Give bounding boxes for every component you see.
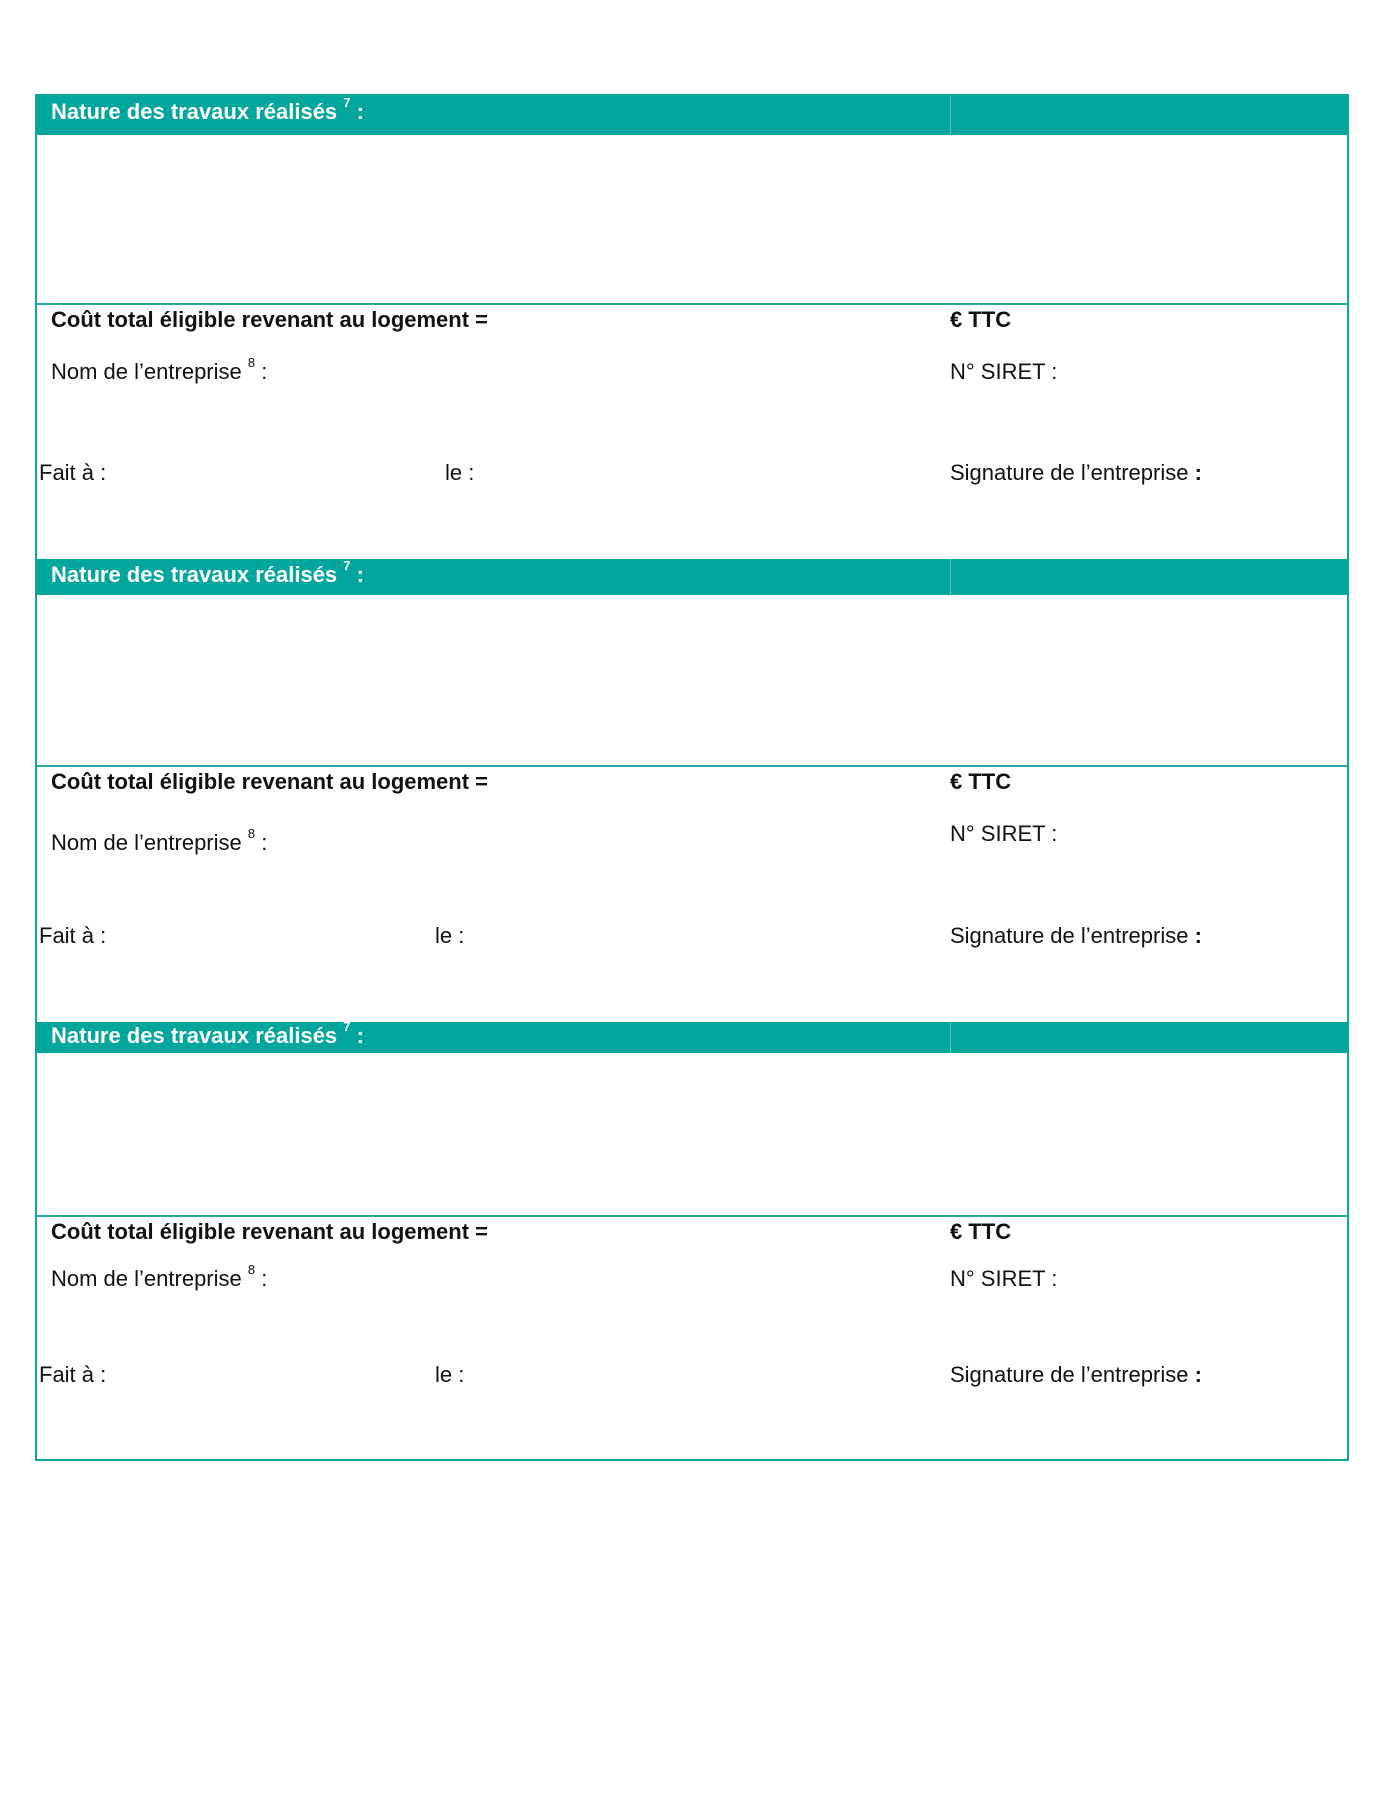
- eligible-cost-label: Coût total éligible revenant au logement =: [51, 769, 489, 794]
- works-block: [37, 559, 1347, 1021]
- date-label: le :: [445, 460, 475, 485]
- company-signature-label: Signature de l’entreprise :: [950, 1362, 1202, 1387]
- company-name-label: Nom de l’entreprise $^8$ :: [51, 1262, 268, 1291]
- siret-label: N° SIRET :: [950, 1266, 1058, 1291]
- works-form: [35, 94, 1349, 1461]
- section-divider: [37, 765, 1347, 767]
- section-divider: [37, 303, 1347, 305]
- place-label: Fait à :: [39, 460, 107, 485]
- works-block: [37, 1019, 1347, 1461]
- works-header-label: Nature des travaux réalisés: [51, 1023, 338, 1048]
- works-header: Nature des travaux réalisés $^7$ :: [37, 559, 1347, 595]
- footnote-ref: 7: [343, 95, 351, 110]
- header-divider: [950, 96, 951, 135]
- currency-ttc: € TTC: [950, 1219, 1012, 1244]
- currency-ttc: € TTC: [950, 307, 1012, 332]
- footnote-ref: 7: [343, 558, 351, 573]
- siret-label: N° SIRET :: [950, 359, 1058, 384]
- company-signature-label: Signature de l’entreprise :: [950, 460, 1202, 485]
- footnote-ref: 7: [343, 1019, 351, 1034]
- header-divider: [950, 559, 951, 595]
- works-header-label: Nature des travaux réalisés: [51, 562, 338, 587]
- eligible-cost-label: Coût total éligible revenant au logement =: [51, 1219, 489, 1244]
- date-label: le :: [435, 923, 465, 948]
- works-header: Nature des travaux réalisés $^7$ :: [37, 1022, 1347, 1053]
- company-name-label: Nom de l’entreprise $^8$ :: [51, 355, 268, 384]
- works-header-label: Nature des travaux réalisés: [51, 99, 338, 124]
- currency-ttc: € TTC: [950, 769, 1012, 794]
- place-label: Fait à :: [39, 1362, 107, 1387]
- company-signature-label: Signature de l’entreprise :: [950, 923, 1202, 948]
- header-divider: [950, 1022, 951, 1053]
- eligible-cost-label: Coût total éligible revenant au logement =: [51, 307, 489, 332]
- place-label: Fait à :: [39, 923, 107, 948]
- works-header: Nature des travaux réalisés $^7$ :: [37, 96, 1347, 135]
- date-label: le :: [435, 1362, 465, 1387]
- footnote-ref: 8: [247, 826, 256, 841]
- siret-label: N° SIRET :: [950, 821, 1058, 846]
- works-block: [37, 96, 1347, 558]
- section-divider: [37, 1215, 1347, 1217]
- company-name-label: Nom de l’entreprise $^8$ :: [51, 826, 268, 855]
- footnote-ref: 8: [247, 355, 256, 370]
- footnote-ref: 8: [247, 1262, 256, 1277]
